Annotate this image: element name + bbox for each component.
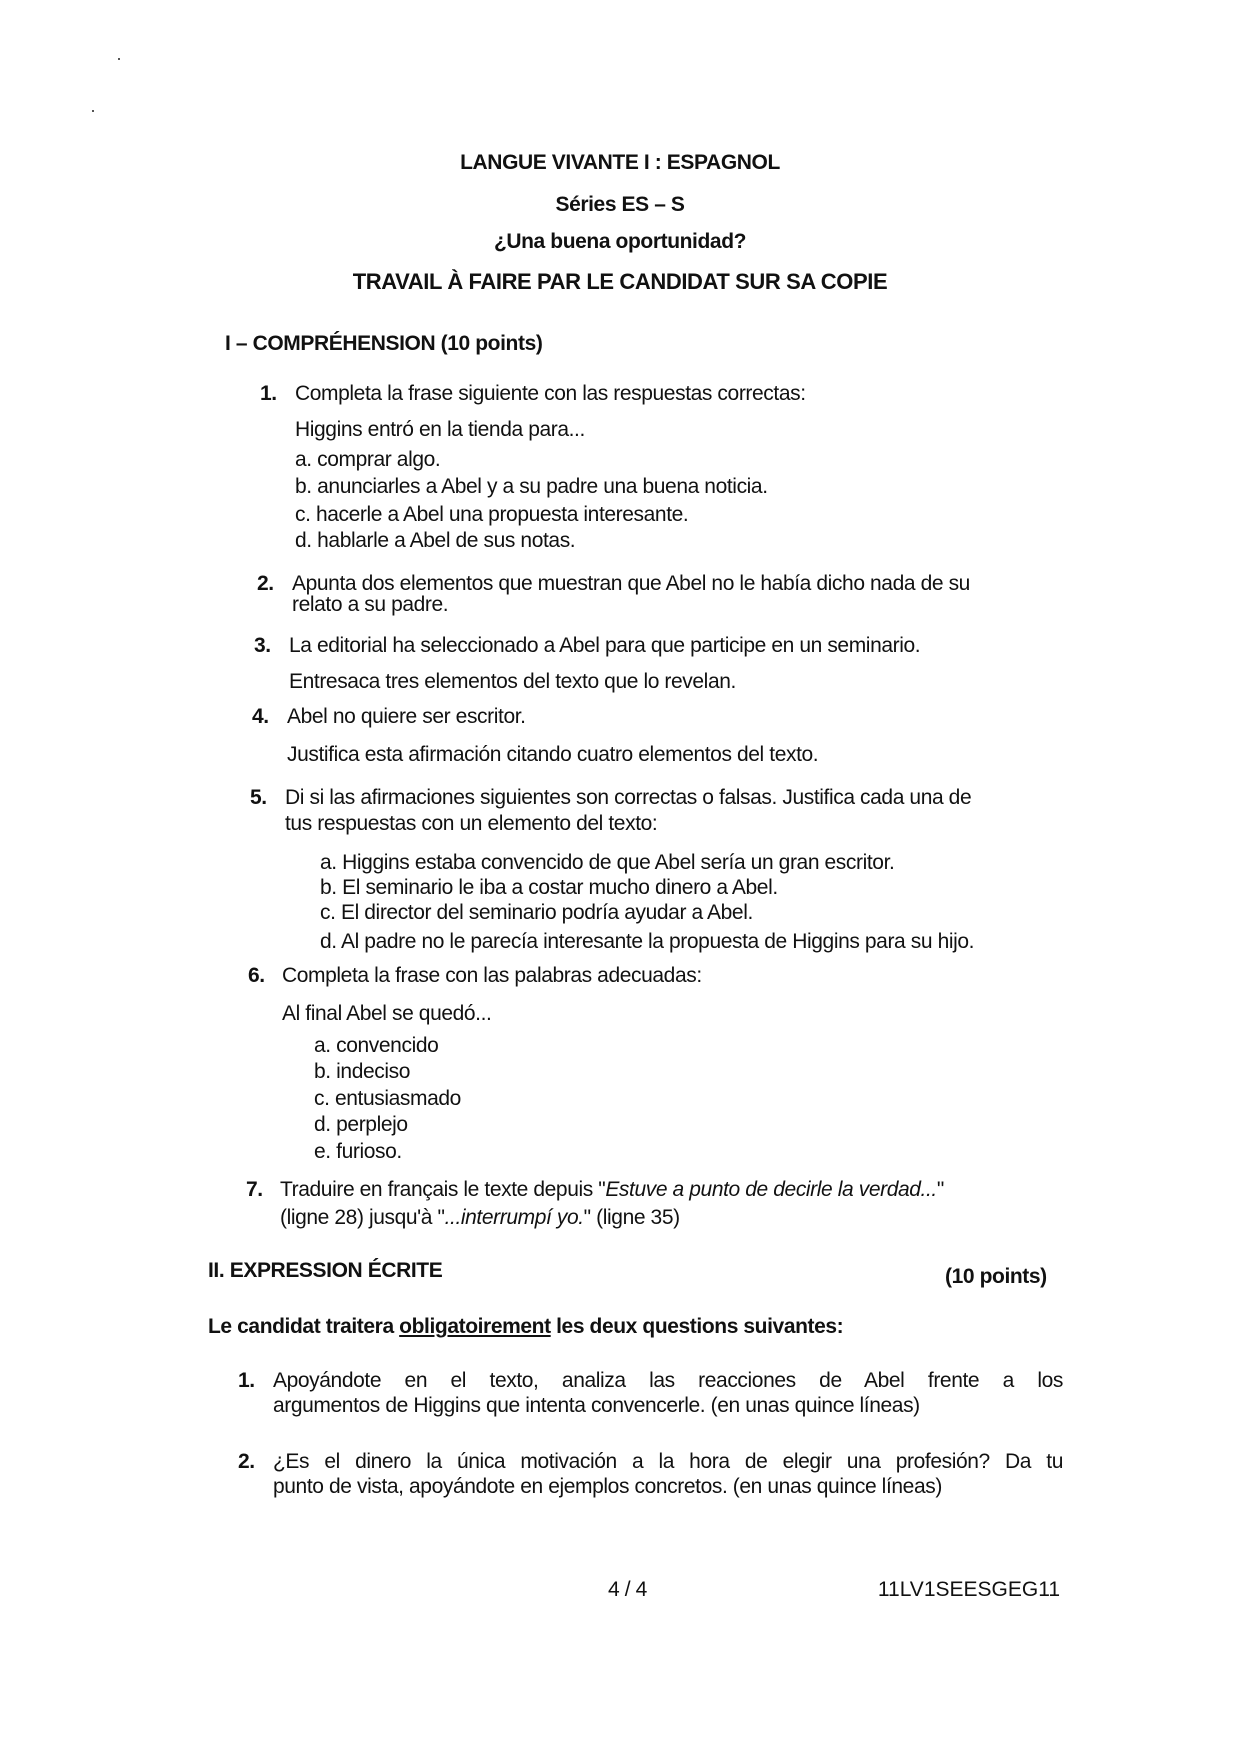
essay-question-2-line: ¿Es el dinero la única motivación a la hora de elegir una profesión? Da tu [273, 1450, 1063, 1473]
q7-pre2: (ligne 28) jusqu'à " [280, 1206, 445, 1229]
option: d. Al padre no le parecía interesante la propuesta de Higgins para su hijo. [320, 930, 975, 953]
question-number: 2. [257, 572, 274, 595]
question-number: 4. [252, 705, 269, 728]
option: d. perplejo [314, 1113, 408, 1136]
essay-question-2-line: punto de vista, apoyándote en ejemplos concretos. (en unas quince líneas) [273, 1475, 942, 1498]
option: a. Higgins estaba convencido de que Abel sería un gran escritor. [320, 851, 895, 874]
instruction-pre: Le candidat traitera [208, 1315, 400, 1338]
question-4-line: Justifica esta afirmación citando cuatro elementos del texto. [287, 743, 819, 766]
question-1-stem: Higgins entró en la tienda para... [295, 418, 585, 441]
question-number: 7. [246, 1178, 263, 1201]
option: c. El director del seminario podría ayudar a Abel. [320, 901, 753, 924]
section-expression-instruction [208, 1315, 843, 1339]
question-3-line: La editorial ha seleccionado a Abel para que participe en un seminario. [289, 634, 921, 657]
question-2-line: relato a su padre. [292, 593, 449, 616]
q7-post2: " (ligne 35) [583, 1206, 680, 1229]
question-number: 6. [248, 964, 265, 987]
q7-pre: Traduire en français le texte depuis " [280, 1178, 606, 1201]
text-title: ¿Una buena oportunidad? [493, 230, 747, 253]
question-7-line [280, 1178, 944, 1202]
question-3-line: Entresaca tres elementos del texto que lo revelan. [289, 670, 736, 693]
question-number: 1. [238, 1369, 255, 1392]
exam-title: LANGUE VIVANTE I : ESPAGNOL [460, 151, 780, 174]
instruction-post: les deux questions suivantes: [550, 1315, 844, 1338]
option: b. indeciso [314, 1060, 410, 1083]
instruction-heading: TRAVAIL À FAIRE PAR LE CANDIDAT SUR SA COPIE [352, 269, 888, 294]
document-code: 11LV1SEESGEG11 [877, 1578, 1060, 1601]
page-number: 4 / 4 [608, 1578, 647, 1601]
section-comprehension-heading: I – COMPRÉHENSION (10 points) [225, 332, 543, 355]
option: d. hablarle a Abel de sus notas. [295, 529, 576, 552]
question-6-stem: Al final Abel se quedó... [282, 1002, 492, 1025]
question-1-text: Completa la frase siguiente con las respuestas correctas: [295, 382, 806, 405]
option: c. hacerle a Abel una propuesta interesante. [295, 503, 689, 526]
option: b. El seminario le iba a costar mucho dinero a Abel. [320, 876, 778, 899]
q7-post: " [936, 1178, 944, 1201]
option: c. entusiasmado [314, 1087, 461, 1110]
section-expression-points: (10 points) [945, 1265, 1047, 1288]
essay-question-1-line: Apoyándote en el texto, analiza las reacciones de Abel frente a los [273, 1369, 1063, 1392]
question-number: 5. [250, 786, 267, 809]
section-expression-heading: II. EXPRESSION ÉCRITE [208, 1259, 443, 1282]
question-4-line: Abel no quiere ser escritor. [287, 705, 526, 728]
essay-question-1-line: argumentos de Higgins que intenta convencerle. (en unas quince líneas) [273, 1394, 920, 1417]
question-7-line [280, 1206, 680, 1230]
scan-speck [118, 58, 120, 60]
question-number: 1. [260, 382, 277, 405]
instruction-emphasis: obligatoirement [399, 1315, 551, 1338]
question-number: 3. [254, 634, 271, 657]
option: b. anunciarles a Abel y a su padre una buena noticia. [295, 475, 768, 498]
q7-quote-end: ...interrumpí yo. [444, 1206, 584, 1229]
scan-speck [92, 110, 94, 112]
question-number: 2. [238, 1450, 255, 1473]
question-5-line: Di si las afirmaciones siguientes son correctas o falsas. Justifica cada una de [285, 786, 972, 809]
q7-quote-start: Estuve a punto de decirle la verdad... [605, 1178, 937, 1201]
option: a. comprar algo. [295, 448, 441, 471]
question-2-line: Apunta dos elementos que muestran que Abel no le había dicho nada de su [292, 572, 970, 595]
question-5-line: tus respuestas con un elemento del texto: [285, 812, 658, 835]
option: e. furioso. [314, 1140, 402, 1163]
exam-series: Séries ES – S [555, 193, 685, 216]
question-6-text: Completa la frase con las palabras adecuadas: [282, 964, 702, 987]
option: a. convencido [314, 1034, 439, 1057]
